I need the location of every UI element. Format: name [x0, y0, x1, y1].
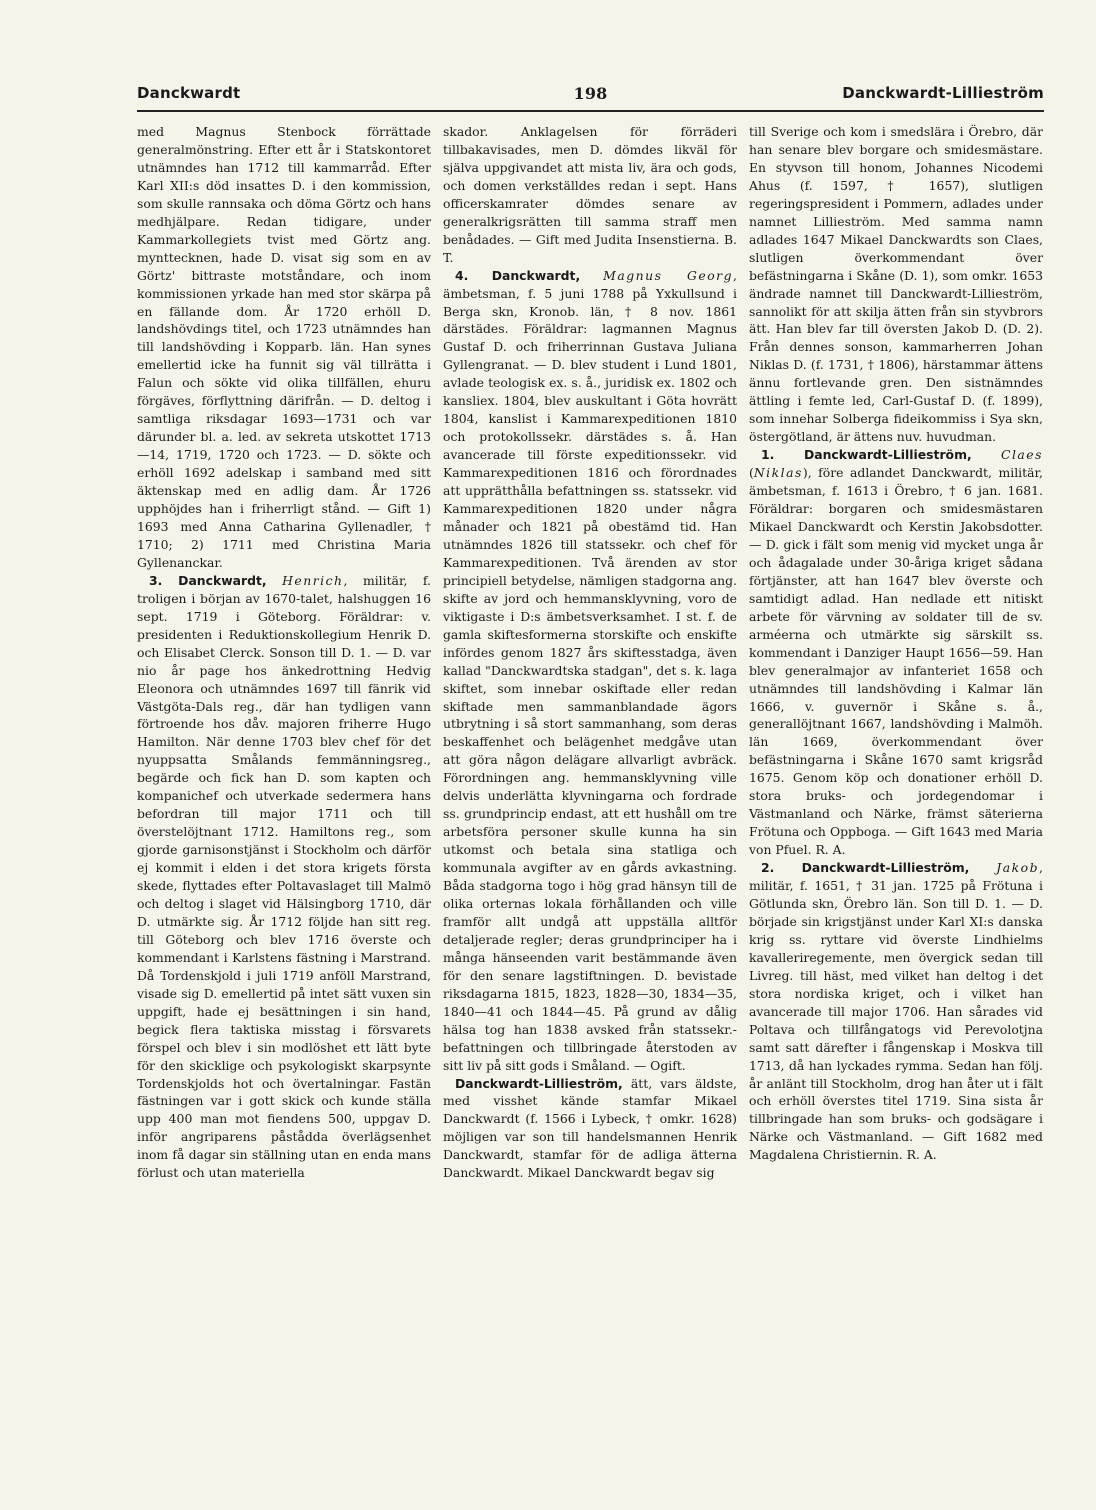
header-right-headword: Danckwardt-Lillieström [842, 84, 1044, 102]
entry-headword: Danckwardt-Lillieström, [455, 1075, 623, 1091]
entry-headword: 1. Danckwardt-Lillieström, [761, 447, 972, 463]
entry-headword: 2. Danckwardt-Lillieström, [761, 860, 970, 876]
body-text: , † 1710; 2) 1711 med [137, 518, 431, 552]
page-number: 198 [573, 84, 608, 103]
body-text: , ämbetsman, f. 5 juni 1788 på Yxkullsund i Berga skn, Kronob. län, † 8 nov. 1861 därstädes. Föräldrar: lagmannen [443, 267, 737, 337]
body-text: till Sverige och kom i smedslära i Örebro, där han senare blev borgare och smidesmästare. En styvson till honom, Johannes Nicodemi Ahus (f. 1597, † 1657), slutligen regeringspresident i Pommern, adlades under namnet Lillieström. Med samma namn adlades 1647 Mikael Danckwardts son Claes, slutligen överkommendant över befästningarna i Skåne (D. 1), som omkr. 1653 ändrade namnet till Danckwardt-Lillieström, sannolikt för att skilja ätten från sin styvbrors ätt. Han blev far till översten Jakob D. (D. 2). Från dennes sonson, kammarherren Johan Niklas D. (f. 1731, † 1806), härstammar ättens ännu fortlevande gren. Den sistnämndes ättling i femte led, Carl-Gustaf D. (f. 1899), som innehar Solberga fideikommiss i Sya skn, östergötland, är ättens nuv. huvudman. [749, 124, 1043, 445]
paragraph [137, 572, 431, 1182]
body-text [580, 268, 603, 283]
paragraph [749, 446, 1043, 859]
body-text: . B. T. [443, 231, 737, 265]
body-text: , militär, ämbetsman, f. 1613 i Örebro, † 6 jan. 1681. Föräldrar: borgaren och smidesmästaren [749, 465, 1043, 517]
paragraph [443, 123, 737, 267]
column-3 [749, 123, 1043, 1373]
body-text: och [137, 644, 164, 660]
paragraph [443, 267, 737, 1075]
paragraph [443, 1075, 737, 1183]
body-text: , militär, f. 1651, † 31 jan. 1725 på Frötuna i Götlunda skn, Örebro län. Son till D. 1. — D. började sin krigstjänst under Karl XI:s danska krig ss. ryttare vid överste Lindhielms kavalleriregemente, men övergick sedan till Livreg. till häst, med vilket han deltog i det stora nordiska kriget, och i vilket han avancerade till major 1706. Han sårades vid Poltava och tillfångatogs vid Perevolotjna samt satt därefter i fångenskap i Moskva till 1713, då han lyckades rymma. Sedan han följ. år anlänt till Stockholm, drog han åter ut i fält och erhöll överstes titel 1719. Sina sista år tillbringade han som bruks- och godsägare i Närke och Västmanland. — Gift 1682 med [749, 860, 1043, 1145]
running-header [137, 84, 1044, 110]
paragraph [137, 123, 431, 572]
header-rule [137, 110, 1044, 112]
emphasis-text: Magnus Georg [603, 267, 734, 283]
body-text: . R. A. [898, 1147, 937, 1163]
body-text: . — D. gick i fält som menig vid mycket unga år och ådagalade under 30-åriga kriget sådana förtjänster, att han 1647 blev överste och samtidigt adlad. Han nedlade ett nitiskt arbete för värvning av soldater till de sv. arméerna och utmärkte sig särskilt ss. kommendant i Danziger Haupt 1656—59. Han blev generalmajor av infanteriet 1658 och utnämndes till landshövding i Kalmar län 1666, v. guvernör i Skåne s. å., generallöjtnant 1667, landshövding i Malmöh. län 1669, överkommendant över befästningarna i Skåne 1670 samt krigsråd 1675. Genom köp och donationer erhöll D. stora bruks- och jordegendomar i Västmanland och Närke, främst säterierna Frötuna och Oppboga. — Gift 1643 med [749, 518, 1043, 840]
emphasis-text: Claes [1000, 447, 1043, 463]
paragraph [749, 859, 1043, 1164]
text-columns [137, 123, 1044, 1373]
emphasis-text: Magdalena Christiernin [749, 1147, 899, 1163]
emphasis-text: Henrich [282, 572, 344, 588]
body-text: ätt, vars äldste, med visshet kände stamfar Mikael Danckwardt (f. 1566 i Lybeck, † omkr. 1628) möjligen var son till handelsmannen Henrik Danckwardt, stamfar för de adliga ätterna Danckwardt. Mikael Danckwardt begav sig [443, 1075, 737, 1181]
column-2 [443, 123, 737, 1373]
emphasis-text: Judita Insenstierna [595, 231, 716, 247]
body-text [969, 860, 996, 875]
column-1 [137, 123, 431, 1373]
emphasis-text: Danckwardt [911, 465, 989, 481]
emphasis-text: Mikael Danckwardt [749, 518, 875, 534]
emphasis-text: Jakob [996, 860, 1040, 876]
body-text: och [874, 518, 909, 534]
emphasis-text: Gustava Juliana Gyllengranat [443, 339, 737, 373]
entry-headword: 4. Danckwardt, [455, 267, 581, 283]
body-text: . — D. blev student i Lund 1801, avlade teologisk ex. s. å., juridisk ex. 1802 och kansliex. 1804, blev auskultant i Göta hovrätt 1804, kanslist i Kammarexpeditionen 1810 och protokollssekr. därstädes s. å. Han avancerade till förste expeditionssekr. vid Kammarexpeditionen 1816 och förordnades att upprätthålla befattningen ss. statssekr. vid Kammarexpeditionen 1820 under några månader och 1821 på obestämd tid. Han utnämndes 1826 till statssekr. och chef för Kammarexpeditionen. Två ärenden av stor principiell betydelse, nämligen stadgorna ang. skifte av jord och hemmansklyvning, voro de viktigaste i D:s ämbetsverksamhet. I st. f. de gamla skiftesformerna storskifte och enskifte infördes genom 1827 års skiftesstadga, även kallad "Danckwardtska stadgan", det s. k. laga skiftet, som innebar oskiftade eller redan skiftade men sammanblandade ägors utbrytning i så stort sammanhang, som deras beskaffenhet och belägenhet medgåve utan att göra någon delägare allvarligt avbräck. Förordningen ang. hemmansklyvning ville delvis underlätta klyvningarna och fordrade ss. grundprincip endast, att ett hushåll om tre arbetsföra personer skulle kunna ha sin utkomst och betala sina statliga och kommunala avgifter av en gårds avkastning. Båda stadgorna togo i hög grad hänsyn till de olika orternas lokala förhållanden och ville framför allt undgå att uppställa alltför detaljerade regler; deras grundprinciper ha i många hänseenden varit bestämmande även för den senare lagstiftningen. D. bevistade riksdagarna 1815, 1823, 1828—30, 1834—35, 1840—41 och 1844—45. På grund av dålig hälsa tog han 1838 avsked från statssekr.-befattningen och tillbringade återstoden av sitt liv på sitt gods i Småland. — Ogift. [443, 357, 737, 1073]
body-text: och friherrinnan [506, 339, 634, 355]
body-text: ( [749, 465, 754, 481]
body-text: . Sonson till D. 1. — D. var nio år page hos änkedrottning Hedvig Eleonora och utnämndes 1697 till fänrik vid Västgöta-Dals reg., där han tydligen vann förtroende hos dåv. majoren friherre Hugo Hamilton. När denne 1703 blev chef för det nyuppsatta Smålands femmänningsreg., begärde och fick han D. som kapten och kompanichef och utverkade sedermera hans befordran till major 1711 och till överstelöjtnant 1712. Hamiltons reg., som gjorde garnisonstjänst i Stockholm och därför ej kommit i elden i det stora krigets första skede, flyttades efter Poltavaslaget till Malmö och deltog i slaget vid Hälsingborg 1710, där D. utmärkte sig. År 1712 följde han sitt reg. till Göteborg och blev 1716 överste och kommendant i Karlstens fästning i Marstrand. Då Tordenskjold i juli 1719 anföll Marstrand, visade sig D. emellertid på intet sätt vuxen sin uppgift, hade ej besättningen i sin hand, begick flera taktiska misstag i försvarets förspel och blev i sin modlöshet ett lätt byte för den skicklige och psykologiskt skarpsynte Tordenskjolds hot och övertalningar. Fastän fästningen var i gott skick och kunde ställa upp 400 man mot fiendens 500, uppgav D. inför angriparens påstådda överlägsenhet inom få dagar sin ställning utan en enda mans förlust och utan materiella [137, 644, 431, 1181]
emphasis-text: Niklas [753, 465, 803, 481]
emphasis-text: Anna Catharina Gyllenadler [219, 518, 410, 534]
body-text [972, 447, 1001, 462]
header-left-headword: Danckwardt [137, 84, 241, 102]
body-text: . [218, 554, 223, 570]
body-text [267, 573, 282, 588]
emphasis-text: Elisabet Clerck [164, 644, 261, 660]
body-text: ), före adlandet [802, 465, 912, 481]
paragraph [749, 123, 1043, 446]
emphasis-text: Henrik D. [367, 626, 431, 642]
body-text: med Magnus Stenbock förrättade generalmönstring. Efter ett år i Statskontoret utnämndes han 1712 till kammarråd. Efter Karl XII:s död insattes D. i den kommission, som skulle rannsaka och döma Görtz och hans medhjälpare. Redan tidigare, under Kammarkollegiets tvist med Görtz ang. mynttecknen, hade D. visat sig som en av Görtz' bittraste motståndare, och inom kommissionen yrkade han med stor skärpa på en fällande dom. År 1720 erhöll D. landshövdings titel, och 1723 utnämndes han till landshövding i Kopparb. län. Han synes emellertid icke ha funnit sig väl tillrätta i Falun och sökte vid olika tillfällen, ehuru förgäves, förflyttning därifrån. — D. deltog i samtliga riksdagar 1693—1731 och var därunder bl. a. led. av sekreta utskottet 1713—14, 1719, 1720 och 1723. — D. sökte och erhöll 1692 adelskap i samband med sitt äktenskap med en adlig dam. År 1726 upphöjdes han i friherrligt stånd. — Gift 1) 1693 med [137, 124, 431, 534]
emphasis-text: Maria von Pfuel [749, 824, 1043, 858]
emphasis-text: Magnus Gustaf D. [443, 321, 737, 355]
body-text: , militär, f. troligen i början av 1670-talet, halshuggen 16 sept. 1719 i Göteborg. Föräldrar: v. presidenten i Reduktionskollegium [137, 572, 431, 642]
body-text: . R. A. [807, 842, 846, 858]
entry-headword: 3. Danckwardt, [149, 572, 267, 588]
emphasis-text: Kerstin Jakobsdotter [908, 518, 1040, 534]
emphasis-text: Christina Maria Gyllenanckar [137, 536, 431, 570]
body-text: skador. Anklagelsen för förräderi tillbakavisades, men D. dömdes likväl för själva uppgivandet att mista liv, ära och gods, och domen verkställdes redan i sept. Hans officerskamrater dömdes senare av generalkrigsrätten till samma straff men benådades. — Gift med [443, 124, 737, 247]
